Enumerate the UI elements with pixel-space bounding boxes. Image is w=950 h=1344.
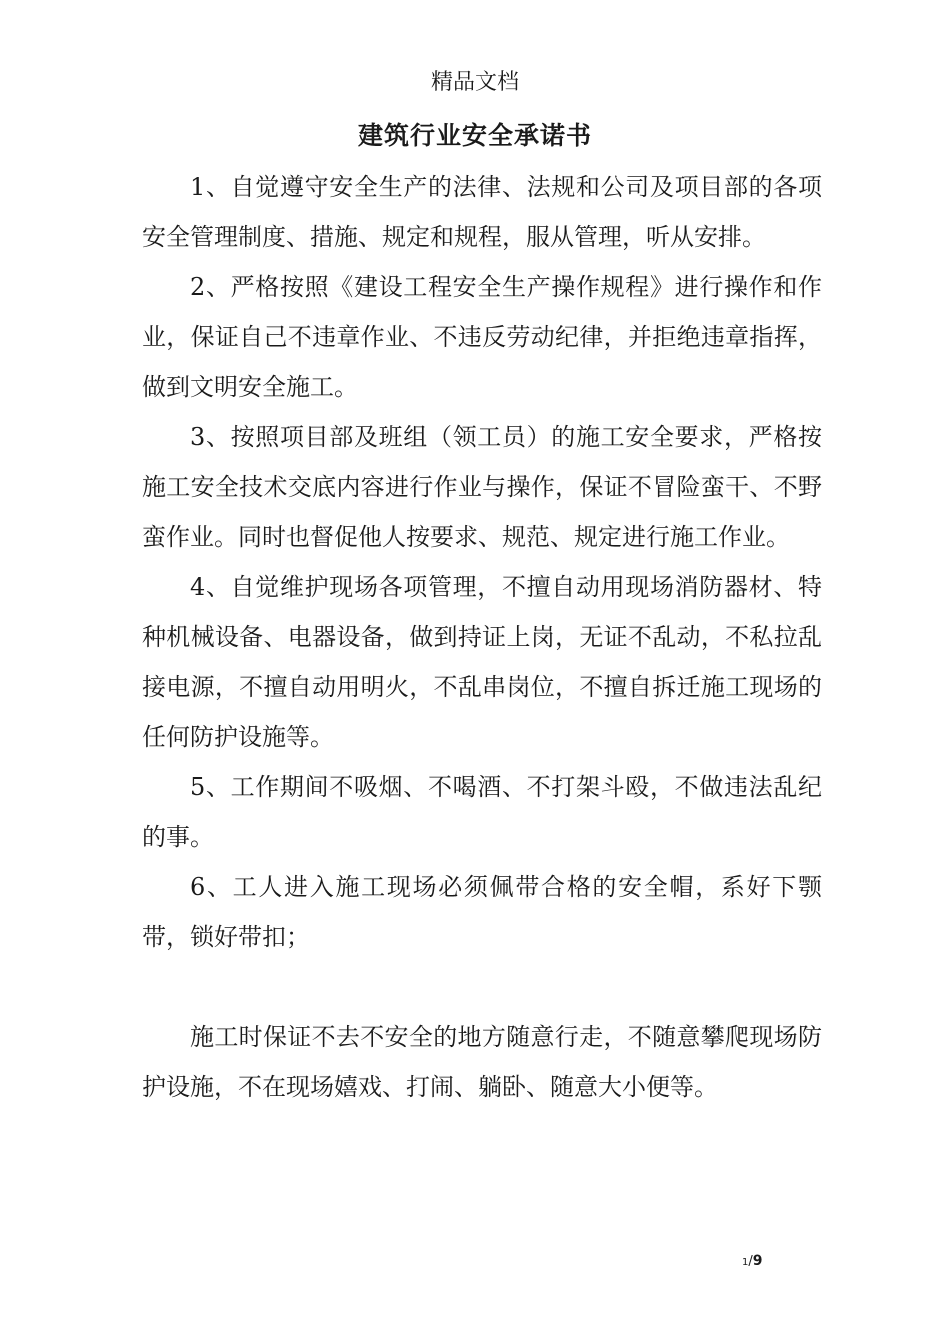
paragraph-5: 5、工作期间不吸烟、不喝酒、不打架斗殴，不做违法乱纪的事。 (142, 773, 822, 851)
document-body (142, 162, 822, 1112)
paragraph-3: 3、按照项目部及班组（领工员）的施工安全要求，严格按施工安全技术交底内容进行作业与操作，保证不冒险蛮干、不野蛮作业。同时也督促他人按要求、规范、规定进行施工作业。 (142, 423, 822, 551)
page-number (742, 1253, 763, 1271)
page-number-separator: / (748, 1254, 753, 1269)
paragraph-2: 2、严格按照《建设工程安全生产操作规程》进行操作和作业，保证自己不违章作业、不违反劳动纪律，并拒绝违章指挥，做到文明安全施工。 (142, 273, 822, 401)
page-number-current: 1 (742, 1257, 749, 1268)
paragraph-7: 施工时保证不去不安全的地方随意行走，不随意攀爬现场防护设施，不在现场嬉戏、打闹、躺卧、随意大小便等。 (142, 1023, 822, 1101)
paragraph-4: 4、自觉维护现场各项管理，不擅自动用现场消防器材、特种机械设备、电器设备，做到持证上岗，无证不乱动，不私拉乱接电源，不擅自动用明火，不乱串岗位，不擅自拆迁施工现场的任何防护设施等。 (142, 573, 822, 751)
paragraph-6: 6、工人进入施工现场必须佩带合格的安全帽，系好下颚带，锁好带扣； (142, 873, 822, 951)
document-title: 建筑行业安全承诺书 (357, 121, 592, 150)
page-header: 精品文档 (430, 70, 519, 95)
paragraph-1: 1、自觉遵守安全生产的法律、法规和公司及项目部的各项安全管理制度、措施、规定和规程，服从管理，听从安排。 (142, 173, 822, 251)
page-number-total: 9 (752, 1253, 763, 1269)
paragraph-gap (142, 962, 822, 1012)
